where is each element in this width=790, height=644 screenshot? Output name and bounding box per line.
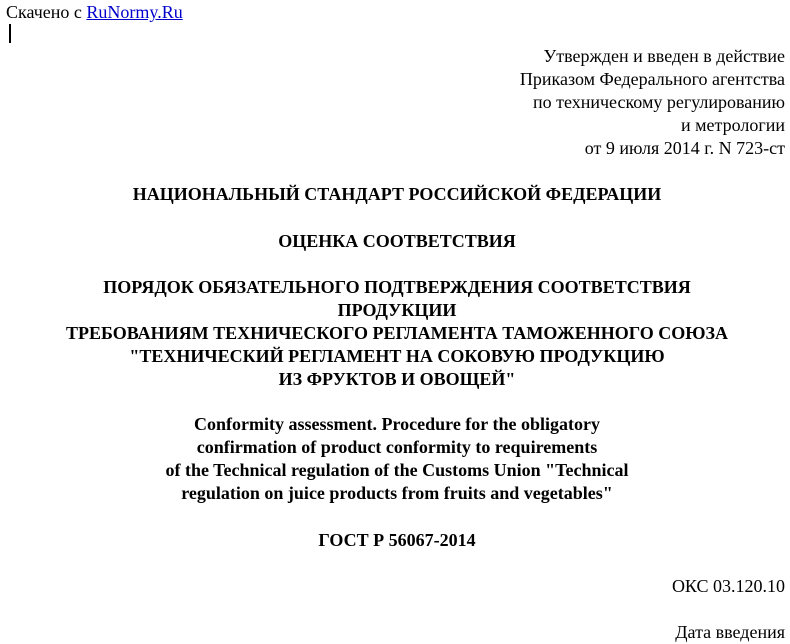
approval-line: и метрологии <box>681 115 785 135</box>
title-english-line: Conformity assessment. Procedure for the obligatory <box>194 414 600 434</box>
standard-title <box>0 183 790 206</box>
approval-line: от 9 июля 2014 г. N 723-ст <box>584 138 785 158</box>
title-russian-line: ПОРЯДОК ОБЯЗАТЕЛЬНОГО ПОДТВЕРЖДЕНИЯ СООТВЕТСТВИЯ <box>103 277 691 297</box>
text-cursor <box>9 24 11 43</box>
approval-block <box>425 45 785 160</box>
title-russian-line: ПРОДУКЦИИ <box>337 300 457 320</box>
topic-heading <box>0 230 790 253</box>
title-english <box>0 413 790 505</box>
topic-heading-text: ОЦЕНКА СООТВЕТСТВИЯ <box>278 231 516 251</box>
intro-date-label: Дата введения <box>675 622 785 642</box>
approval-line: Утвержден и введен в действие <box>543 46 785 66</box>
source-prefix: Скачено с <box>6 2 82 22</box>
title-english-line: regulation on juice products from fruits and vegetables" <box>181 483 613 503</box>
runormy-link[interactable]: RuNormy.Ru <box>86 2 183 22</box>
standard-title-text: НАЦИОНАЛЬНЫЙ СТАНДАРТ РОССИЙСКОЙ ФЕДЕРАЦИИ <box>132 184 662 204</box>
title-english-line: of the Technical regulation of the Customs Union "Technical <box>165 460 629 480</box>
title-russian-line: "ТЕХНИЧЕСКИЙ РЕГЛАМЕНТ НА СОКОВУЮ ПРОДУКЦИЮ <box>129 346 665 366</box>
gost-code-text: ГОСТ Р 56067-2014 <box>318 530 476 550</box>
approval-line: Приказом Федерального агентства <box>519 69 785 89</box>
approval-line: по техническому регулированию <box>532 92 785 112</box>
title-english-line: confirmation of product conformity to requirements <box>196 437 598 457</box>
title-russian-line: ИЗ ФРУКТОВ И ОВОЩЕЙ" <box>278 369 516 389</box>
oks-code: ОКС 03.120.10 <box>671 576 785 596</box>
source-line <box>6 2 183 22</box>
gost-code <box>0 529 790 552</box>
title-russian-line: ТРЕБОВАНИЯМ ТЕХНИЧЕСКОГО РЕГЛАМЕНТА ТАМОЖЕННОГО СОЮЗА <box>66 323 728 343</box>
title-russian <box>0 276 790 391</box>
